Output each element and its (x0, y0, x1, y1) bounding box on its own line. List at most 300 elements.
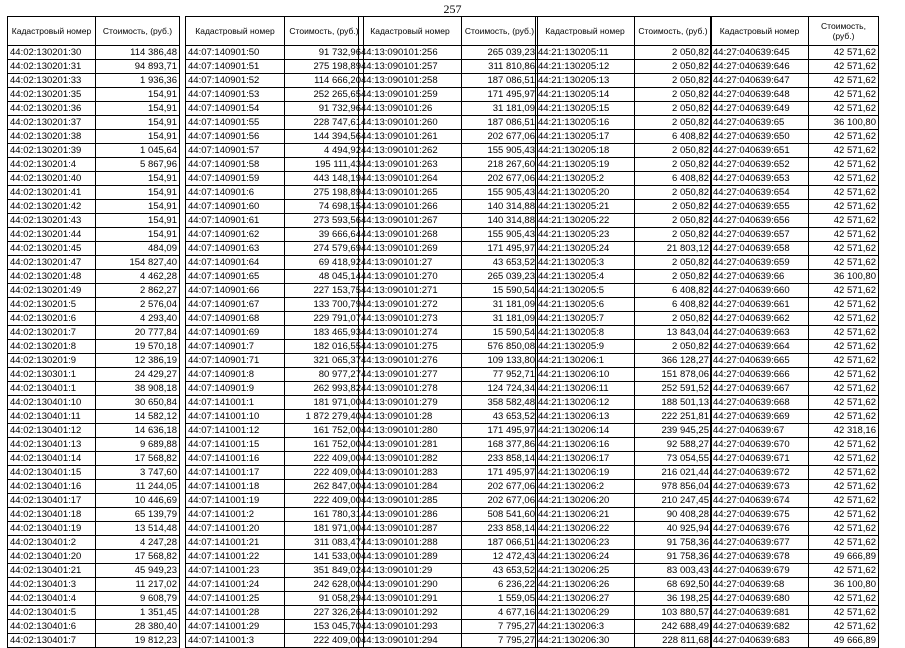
cost-cell: 218 267,60 (462, 158, 538, 172)
table-row (8, 116, 180, 130)
table-row (359, 452, 538, 466)
cadastral-number-cell: 44:21:130206:30 (536, 634, 635, 648)
cadastral-number-cell: 44:27:040639:674 (711, 494, 809, 508)
cadastral-number-cell: 44:02:130201:36 (8, 102, 96, 116)
cost-cell: 48 045,14 (285, 270, 364, 284)
cadastral-number-cell: 44:07:141001:25 (186, 592, 285, 606)
cadastral-number-cell: 44:21:130206:29 (536, 606, 635, 620)
cadastral-number-cell: 44:02:130201:31 (8, 60, 96, 74)
cadastral-number-cell: 44:27:040639:68 (711, 578, 809, 592)
cost-cell: 155 905,43 (462, 228, 538, 242)
table-row (186, 410, 364, 424)
cost-cell: 154,91 (96, 214, 180, 228)
cost-cell: 2 576,04 (96, 298, 180, 312)
cadastral-number-cell: 44:02:130401:4 (8, 592, 96, 606)
cadastral-number-cell: 44:13:090101:287 (359, 522, 462, 536)
cost-cell: 91 758,36 (635, 550, 712, 564)
cost-cell: 366 128,27 (635, 354, 712, 368)
table-row (359, 284, 538, 298)
cost-cell: 443 148,19 (285, 172, 364, 186)
cost-cell: 2 050,82 (635, 340, 712, 354)
table-row (359, 592, 538, 606)
table-row (8, 228, 180, 242)
table-row (359, 340, 538, 354)
cadastral-number-cell: 44:21:130205:11 (536, 46, 635, 60)
cadastral-number-cell: 44:21:130205:21 (536, 200, 635, 214)
cost-cell: 222 409,00 (285, 452, 364, 466)
cadastral-number-cell: 44:13:090101:292 (359, 606, 462, 620)
table-row (8, 536, 180, 550)
table-row (536, 634, 712, 648)
cost-cell: 15 590,54 (462, 284, 538, 298)
cadastral-number-cell: 44:02:130401:10 (8, 396, 96, 410)
table-row (186, 46, 364, 60)
cadastral-number-cell: 44:13:090101:284 (359, 480, 462, 494)
table-row (186, 144, 364, 158)
cost-cell: 222 251,81 (635, 410, 712, 424)
cost-cell: 154,91 (96, 130, 180, 144)
cadastral-number-cell: 44:27:040639:65 (711, 116, 809, 130)
cadastral-number-cell: 44:21:130206:17 (536, 452, 635, 466)
cadastral-number-cell: 44:07:140901:64 (186, 256, 285, 270)
cost-cell: 19 812,23 (96, 634, 180, 648)
table-row (711, 186, 879, 200)
cadastral-number-cell: 44:27:040639:683 (711, 634, 809, 648)
cost-cell: 12 472,43 (462, 550, 538, 564)
cadastral-number-cell: 44:21:130206:16 (536, 438, 635, 452)
table-row (536, 606, 712, 620)
cadastral-number-cell: 44:27:040639:668 (711, 396, 809, 410)
cost-cell: 69 418,92 (285, 256, 364, 270)
cost-cell: 42 571,62 (809, 396, 879, 410)
cost-cell: 2 050,82 (635, 144, 712, 158)
cadastral-number-cell: 44:21:130205:3 (536, 256, 635, 270)
cadastral-number-cell: 44:07:141001:22 (186, 550, 285, 564)
cost-cell: 154,91 (96, 102, 180, 116)
cadastral-number-cell: 44:21:130205:4 (536, 270, 635, 284)
cost-cell: 42 571,62 (809, 284, 879, 298)
table-row (536, 172, 712, 186)
cadastral-number-cell: 44:21:130206:14 (536, 424, 635, 438)
cost-cell: 42 571,62 (809, 522, 879, 536)
cadastral-number-cell: 44:07:140901:67 (186, 298, 285, 312)
cost-cell: 484,09 (96, 242, 180, 256)
table-row (8, 396, 180, 410)
cadastral-number-cell: 44:21:130205:15 (536, 102, 635, 116)
cost-cell: 154,91 (96, 200, 180, 214)
cost-cell: 576 850,08 (462, 340, 538, 354)
cost-cell: 42 571,62 (809, 494, 879, 508)
cost-cell: 36 100,80 (809, 116, 879, 130)
cadastral-number-cell: 44:27:040639:672 (711, 466, 809, 480)
table-row (186, 74, 364, 88)
table-row (8, 592, 180, 606)
cost-cell: 2 050,82 (635, 228, 712, 242)
cadastral-number-cell: 44:27:040639:645 (711, 46, 809, 60)
table-row (536, 116, 712, 130)
cadastral-number-cell: 44:07:140901:54 (186, 102, 285, 116)
table-row (8, 578, 180, 592)
table-row (711, 368, 879, 382)
table-row (359, 228, 538, 242)
cadastral-number-cell: 44:27:040639:680 (711, 592, 809, 606)
cost-cell: 181 971,00 (285, 396, 364, 410)
cadastral-number-cell: 44:27:040639:651 (711, 144, 809, 158)
cadastral-number-cell: 44:02:130201:44 (8, 228, 96, 242)
table-row (359, 102, 538, 116)
cadastral-number-cell: 44:07:140901:59 (186, 172, 285, 186)
table-row (186, 466, 364, 480)
cadastral-number-cell: 44:27:040639:67 (711, 424, 809, 438)
cadastral-number-cell: 44:07:140901:61 (186, 214, 285, 228)
table-row (186, 508, 364, 522)
cost-cell: 10 446,69 (96, 494, 180, 508)
table-row (359, 270, 538, 284)
table-row (536, 270, 712, 284)
table-row (8, 354, 180, 368)
table-row (359, 74, 538, 88)
cadastral-number-cell: 44:02:130201:45 (8, 242, 96, 256)
cadastral-number-cell: 44:21:130206:20 (536, 494, 635, 508)
table-row (186, 634, 364, 648)
table-row (186, 158, 364, 172)
table-row (536, 200, 712, 214)
cadastral-number-cell: 44:27:040639:662 (711, 312, 809, 326)
cadastral-number-cell: 44:13:090101:256 (359, 46, 462, 60)
table-row (711, 438, 879, 452)
cost-cell: 42 571,62 (809, 340, 879, 354)
cost-cell: 42 318,16 (809, 424, 879, 438)
table-row (536, 88, 712, 102)
table-row (8, 494, 180, 508)
cost-cell: 65 139,79 (96, 508, 180, 522)
table-row (359, 256, 538, 270)
table-row (186, 620, 364, 634)
table-row (186, 130, 364, 144)
table-row (711, 214, 879, 228)
cost-cell: 92 588,27 (635, 438, 712, 452)
table-row (186, 326, 364, 340)
table-row (8, 634, 180, 648)
cost-cell: 6 408,82 (635, 172, 712, 186)
cadastral-number-cell: 44:13:090101:278 (359, 382, 462, 396)
cost-cell: 42 571,62 (809, 242, 879, 256)
table-row (8, 256, 180, 270)
table-row (8, 550, 180, 564)
cost-cell: 42 571,62 (809, 410, 879, 424)
cadastral-number-cell: 44:27:040639:646 (711, 60, 809, 74)
page-number: 257 (443, 2, 462, 16)
cadastral-number-cell: 44:21:130206:19 (536, 466, 635, 480)
table-row (8, 606, 180, 620)
table-row (186, 60, 364, 74)
cadastral-number-cell: 44:02:130301:1 (8, 368, 96, 382)
table-row (536, 592, 712, 606)
table-row (536, 354, 712, 368)
cadastral-number-cell: 44:27:040639:660 (711, 284, 809, 298)
cadastral-number-cell: 44:21:130206:25 (536, 564, 635, 578)
cadastral-number-cell: 44:21:130206:24 (536, 550, 635, 564)
table-row (186, 200, 364, 214)
cost-cell: 6 408,82 (635, 298, 712, 312)
cost-cell: 42 571,62 (809, 564, 879, 578)
cadastral-number-cell: 44:21:130206:26 (536, 578, 635, 592)
cost-cell: 4 247,28 (96, 536, 180, 550)
cost-cell: 42 571,62 (809, 172, 879, 186)
cost-cell: 39 666,64 (285, 228, 364, 242)
cadastral-number-cell: 44:07:140901:60 (186, 200, 285, 214)
cadastral-number-cell: 44:27:040639:679 (711, 564, 809, 578)
cadastral-number-cell: 44:21:130205:8 (536, 326, 635, 340)
table-row (536, 550, 712, 564)
cost-cell: 6 408,82 (635, 284, 712, 298)
cadastral-number-cell: 44:07:140901:69 (186, 326, 285, 340)
cost-cell: 171 495,97 (462, 424, 538, 438)
table-row (8, 522, 180, 536)
table-row (186, 368, 364, 382)
cost-cell: 151 878,06 (635, 368, 712, 382)
cadastral-number-cell: 44:02:130201:41 (8, 186, 96, 200)
cost-cell: 43 653,52 (462, 256, 538, 270)
cadastral-number-cell: 44:13:090101:280 (359, 424, 462, 438)
cadastral-table-2 (185, 16, 364, 648)
cadastral-number-cell: 44:07:141001:10 (186, 410, 285, 424)
table-row (186, 312, 364, 326)
table-row (186, 522, 364, 536)
cost-cell: 77 952,71 (462, 368, 538, 382)
cost-cell: 265 039,23 (462, 270, 538, 284)
cost-cell: 2 050,82 (635, 256, 712, 270)
cost-cell: 222 409,00 (285, 634, 364, 648)
cadastral-number-cell: 44:21:130206:22 (536, 522, 635, 536)
cost-cell: 45 949,23 (96, 564, 180, 578)
table-row (8, 186, 180, 200)
table-row (359, 480, 538, 494)
table-row (711, 312, 879, 326)
table-row (8, 284, 180, 298)
cadastral-number-cell: 44:02:130201:7 (8, 326, 96, 340)
cost-cell: 30 650,84 (96, 396, 180, 410)
cadastral-number-cell: 44:02:130201:39 (8, 144, 96, 158)
cadastral-number-cell: 44:27:040639:654 (711, 186, 809, 200)
cost-cell: 154,91 (96, 228, 180, 242)
cost-cell: 36 100,80 (809, 578, 879, 592)
cadastral-number-cell: 44:13:090101:283 (359, 466, 462, 480)
cadastral-number-cell: 44:02:130201:30 (8, 46, 96, 60)
header-cadastral: Кадастровый номер (359, 17, 462, 46)
cadastral-number-cell: 44:13:090101:267 (359, 214, 462, 228)
cadastral-number-cell: 44:27:040639:665 (711, 354, 809, 368)
cadastral-number-cell: 44:07:140901:71 (186, 354, 285, 368)
cost-cell: 90 408,28 (635, 508, 712, 522)
cadastral-number-cell: 44:02:130201:6 (8, 312, 96, 326)
cost-cell: 124 724,34 (462, 382, 538, 396)
table-header-row (359, 17, 538, 46)
table-row (359, 578, 538, 592)
table-row (359, 550, 538, 564)
header-cost: Стоимость, (руб.) (462, 17, 538, 46)
cadastral-number-cell: 44:27:040639:657 (711, 228, 809, 242)
cadastral-number-cell: 44:07:140901:58 (186, 158, 285, 172)
table-row (8, 620, 180, 634)
table-header-row (186, 17, 364, 46)
cadastral-number-cell: 44:07:140901:63 (186, 242, 285, 256)
cost-cell: 42 571,62 (809, 74, 879, 88)
cadastral-number-cell: 44:21:130205:12 (536, 60, 635, 74)
cost-cell: 42 571,62 (809, 60, 879, 74)
cadastral-number-cell: 44:21:130205:23 (536, 228, 635, 242)
cadastral-number-cell: 44:02:130401:14 (8, 452, 96, 466)
cadastral-number-cell: 44:27:040639:656 (711, 214, 809, 228)
cost-cell: 114 386,48 (96, 46, 180, 60)
cost-cell: 14 582,12 (96, 410, 180, 424)
table-row (8, 242, 180, 256)
table-row (359, 508, 538, 522)
table-row (711, 634, 879, 648)
cost-cell: 202 677,06 (462, 130, 538, 144)
cadastral-number-cell: 44:21:130205:19 (536, 158, 635, 172)
table-row (359, 60, 538, 74)
cost-cell: 182 016,55 (285, 340, 364, 354)
table-row (711, 424, 879, 438)
table-row (359, 536, 538, 550)
table-row (8, 326, 180, 340)
cost-cell: 2 862,27 (96, 284, 180, 298)
table-row (186, 214, 364, 228)
table-row (8, 144, 180, 158)
cadastral-number-cell: 44:02:130201:38 (8, 130, 96, 144)
cost-cell: 42 571,62 (809, 326, 879, 340)
cost-cell: 1 872 279,40 (285, 410, 364, 424)
cost-cell: 227 153,75 (285, 284, 364, 298)
cadastral-number-cell: 44:13:090101:265 (359, 186, 462, 200)
cost-cell: 42 571,62 (809, 382, 879, 396)
cost-cell: 508 541,60 (462, 508, 538, 522)
cost-cell: 12 386,19 (96, 354, 180, 368)
cadastral-number-cell: 44:07:141001:3 (186, 634, 285, 648)
table-row (186, 564, 364, 578)
table-row (186, 438, 364, 452)
cost-cell: 17 568,82 (96, 550, 180, 564)
cost-cell: 14 636,18 (96, 424, 180, 438)
table-row (359, 312, 538, 326)
header-cost: Стоимость, (руб.) (285, 17, 364, 46)
table-row (711, 592, 879, 606)
cost-cell: 2 050,82 (635, 116, 712, 130)
cost-cell: 187 066,51 (462, 536, 538, 550)
cost-cell: 144 394,56 (285, 130, 364, 144)
cadastral-number-cell: 44:02:130401:19 (8, 522, 96, 536)
cadastral-number-cell: 44:07:141001:23 (186, 564, 285, 578)
cadastral-number-cell: 44:02:130201:9 (8, 354, 96, 368)
table-row (536, 242, 712, 256)
table-header-row (711, 17, 879, 46)
cadastral-number-cell: 44:02:130401:3 (8, 578, 96, 592)
table-row (711, 228, 879, 242)
table-row (186, 186, 364, 200)
cost-cell: 31 181,09 (462, 102, 538, 116)
cadastral-number-cell: 44:07:141001:21 (186, 536, 285, 550)
cost-cell: 161 752,00 (285, 424, 364, 438)
header-cadastral: Кадастровый номер (186, 17, 285, 46)
table-row (711, 242, 879, 256)
cost-cell: 1 351,45 (96, 606, 180, 620)
cadastral-number-cell: 44:13:090101:273 (359, 312, 462, 326)
cost-cell: 155 905,43 (462, 186, 538, 200)
cadastral-number-cell: 44:27:040639:649 (711, 102, 809, 116)
cadastral-number-cell: 44:21:130206:10 (536, 368, 635, 382)
cadastral-number-cell: 44:02:130401:17 (8, 494, 96, 508)
table-row (711, 452, 879, 466)
cadastral-number-cell: 44:13:090101:289 (359, 550, 462, 564)
cadastral-number-cell: 44:21:130205:18 (536, 144, 635, 158)
cost-cell: 21 803,12 (635, 242, 712, 256)
cost-cell: 311 083,47 (285, 536, 364, 550)
cost-cell: 91 732,96 (285, 46, 364, 60)
cadastral-number-cell: 44:02:130201:49 (8, 284, 96, 298)
cadastral-number-cell: 44:07:140901:62 (186, 228, 285, 242)
table-row (8, 102, 180, 116)
cadastral-number-cell: 44:02:130401:20 (8, 550, 96, 564)
cadastral-number-cell: 44:13:090101:260 (359, 116, 462, 130)
cadastral-number-cell: 44:07:140901:50 (186, 46, 285, 60)
cadastral-number-cell: 44:21:130206:3 (536, 620, 635, 634)
table-row (536, 382, 712, 396)
cadastral-number-cell: 44:02:130201:37 (8, 116, 96, 130)
cost-cell: 42 571,62 (809, 158, 879, 172)
cadastral-number-cell: 44:13:090101:274 (359, 326, 462, 340)
header-cadastral: Кадастровый номер (711, 17, 809, 46)
cost-cell: 36 100,80 (809, 270, 879, 284)
cost-cell: 222 409,00 (285, 494, 364, 508)
cadastral-number-cell: 44:07:141001:16 (186, 452, 285, 466)
cost-cell: 19 570,18 (96, 340, 180, 354)
table-row (711, 508, 879, 522)
cadastral-number-cell: 44:13:090101:268 (359, 228, 462, 242)
cadastral-number-cell: 44:13:090101:290 (359, 578, 462, 592)
cost-cell: 275 198,89 (285, 186, 364, 200)
cost-cell: 4 677,16 (462, 606, 538, 620)
table-row (536, 494, 712, 508)
cost-cell: 2 050,82 (635, 46, 712, 60)
table-row (536, 228, 712, 242)
cost-cell: 42 571,62 (809, 298, 879, 312)
cadastral-number-cell: 44:21:130205:9 (536, 340, 635, 354)
cost-cell: 202 677,06 (462, 494, 538, 508)
cost-cell: 17 568,82 (96, 452, 180, 466)
table-header-row (8, 17, 180, 46)
table-row (711, 466, 879, 480)
table-row (186, 578, 364, 592)
cadastral-number-cell: 44:27:040639:66 (711, 270, 809, 284)
cadastral-number-cell: 44:27:040639:663 (711, 326, 809, 340)
table-row (186, 256, 364, 270)
cost-cell: 7 795,27 (462, 634, 538, 648)
table-row (359, 200, 538, 214)
cadastral-number-cell: 44:02:130401:12 (8, 424, 96, 438)
table-row (536, 508, 712, 522)
cadastral-number-cell: 44:07:140901:8 (186, 368, 285, 382)
table-row (711, 410, 879, 424)
cost-cell: 3 747,60 (96, 466, 180, 480)
table-row (8, 214, 180, 228)
table-row (536, 102, 712, 116)
cost-cell: 114 666,20 (285, 74, 364, 88)
table-row (536, 466, 712, 480)
table-row (536, 340, 712, 354)
cost-cell: 1 045,64 (96, 144, 180, 158)
cost-cell: 1 559,05 (462, 592, 538, 606)
